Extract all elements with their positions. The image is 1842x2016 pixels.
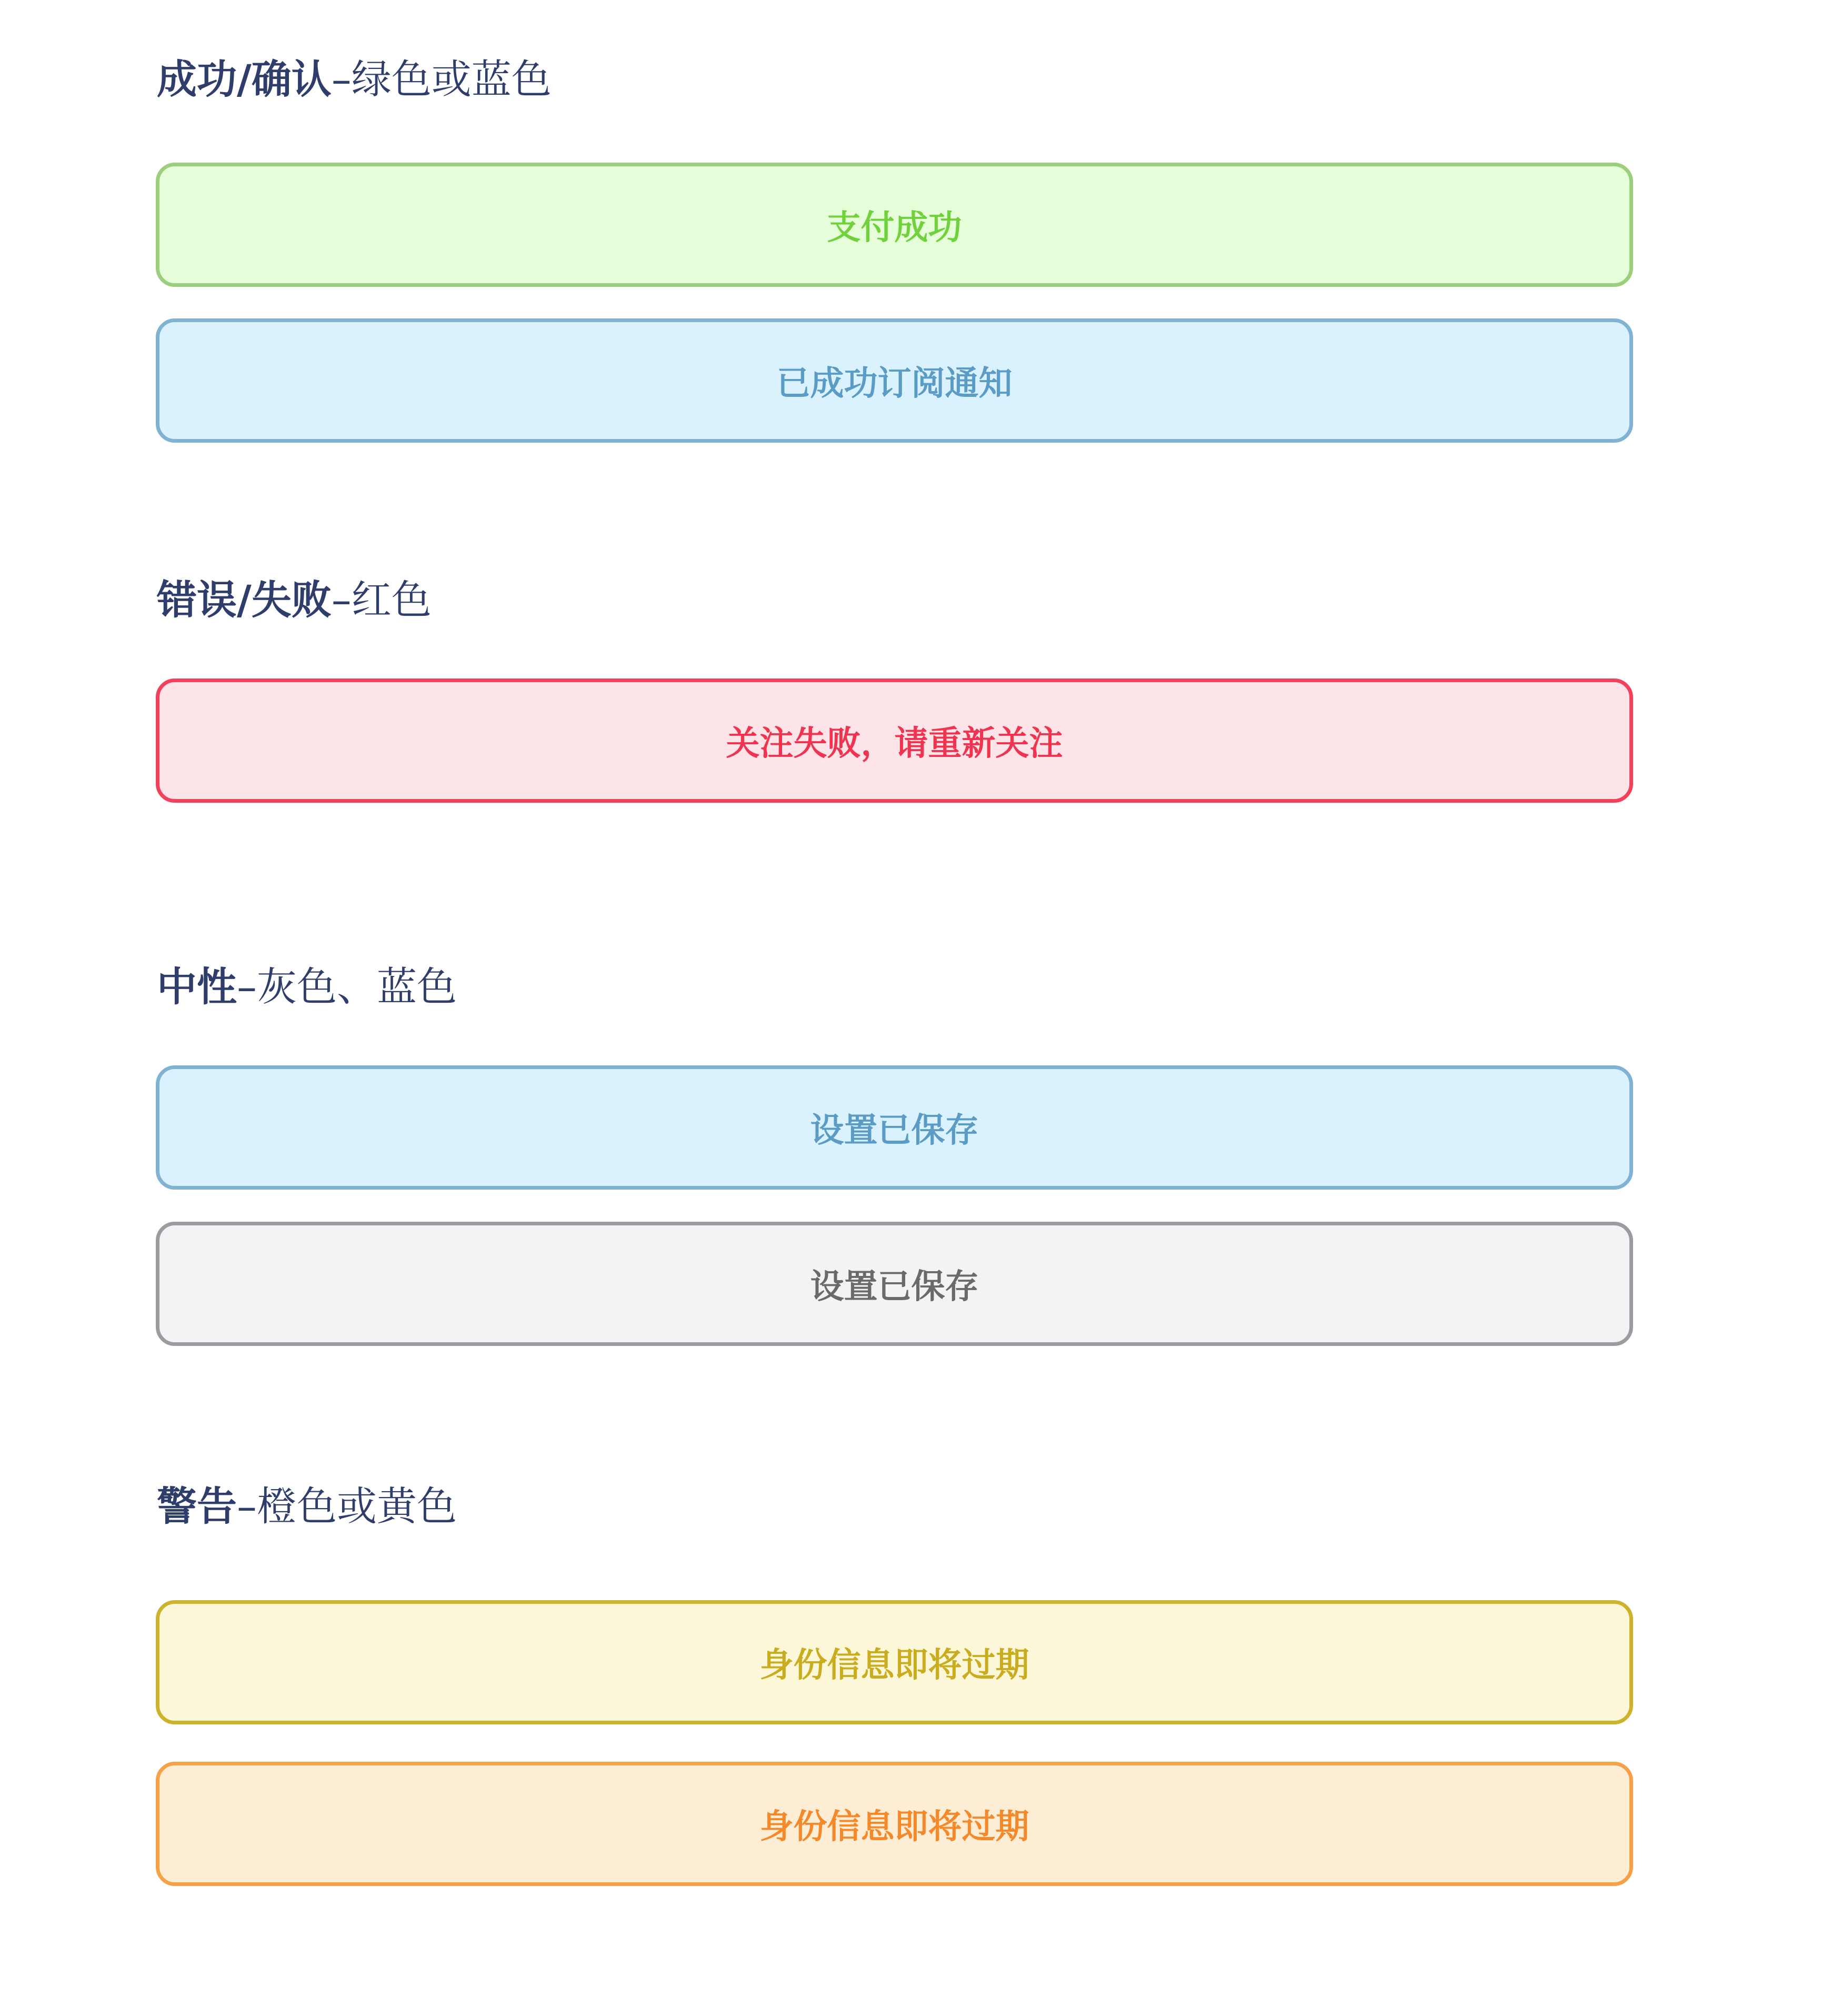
heading-bold: 成功/确认 — [157, 56, 332, 103]
heading-rest: –灰色、蓝色 — [237, 963, 457, 1010]
heading-rest: –绿色或蓝色 — [331, 56, 552, 103]
toast-text: 身份信息即将过期 — [759, 1808, 1029, 1847]
section-heading-warning — [157, 1478, 457, 1535]
toast-text: 已成功订阅通知 — [776, 364, 1013, 403]
toast-success-green — [156, 163, 1633, 287]
section-heading-success — [157, 51, 552, 108]
heading-rest: –红色 — [331, 576, 432, 623]
heading-bold: 警告 — [157, 1483, 237, 1530]
section-heading-error — [157, 571, 432, 629]
toast-neutral-blue — [156, 1065, 1633, 1190]
toast-warning-orange — [156, 1762, 1633, 1886]
toast-success-blue — [156, 318, 1633, 443]
toast-warning-yellow — [156, 1600, 1633, 1724]
toast-error-red — [156, 678, 1633, 803]
heading-bold: 错误/失败 — [157, 576, 332, 623]
toast-text: 身份信息即将过期 — [759, 1646, 1029, 1685]
toast-text: 关注失败，请重新关注 — [726, 724, 1063, 763]
toast-text: 设置已保存 — [810, 1111, 979, 1150]
heading-bold: 中性 — [157, 963, 237, 1010]
toast-text: 支付成功 — [827, 208, 962, 247]
toast-text: 设置已保存 — [810, 1268, 979, 1306]
toast-neutral-gray — [156, 1222, 1633, 1346]
section-heading-neutral — [157, 958, 457, 1016]
heading-rest: –橙色或黄色 — [237, 1483, 457, 1530]
